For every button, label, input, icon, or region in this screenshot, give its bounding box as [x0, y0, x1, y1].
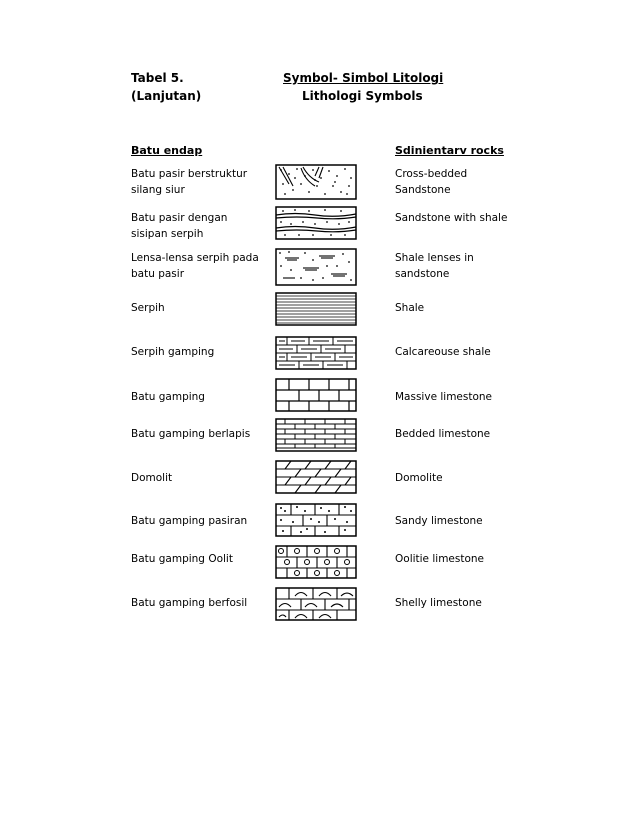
row-label-en: Shale lenses in sandstone [395, 252, 474, 280]
row-label-id: Serpih [131, 302, 165, 314]
row-label-en: Shale [395, 302, 425, 314]
row-label-id: Batu gamping berfosil [131, 597, 248, 609]
massive-limestone-symbol [275, 378, 357, 412]
row-label-id: Batu pasir dengan sisipan serpih [131, 212, 228, 240]
row-label-id: Serpih gamping [131, 346, 215, 358]
row-label-en: Bedded limestone [395, 428, 491, 440]
row-label-id: Batu pasir berstruktur silang siur [131, 168, 248, 196]
row-label-id: Batu gamping Oolit [131, 553, 233, 565]
calcareous-shale-symbol [275, 336, 357, 370]
continued-label: (Lanjutan) [131, 89, 202, 103]
row-label-en: Oolitie limestone [395, 553, 485, 565]
shale-symbol [275, 292, 357, 326]
row-label-id: Domolit [131, 472, 173, 484]
row-label-id: Batu gamping [131, 391, 205, 403]
table-title: Symbol- Simbol Litologi [283, 71, 444, 85]
row-label-en: Cross-bedded Sandstone [395, 168, 468, 196]
row-label-en: Domolite [395, 472, 443, 484]
row-label-en: Massive limestone [395, 391, 493, 403]
column-header-left: Batu endap [131, 144, 203, 157]
sandy-limestone-symbol [275, 503, 357, 537]
column-header-right: Sdinientarv rocks [395, 144, 504, 157]
row-label-id: Batu gamping berlapis [131, 428, 251, 440]
row-label-id: Batu gamping pasiran [131, 515, 248, 527]
oolitic-limestone-symbol [275, 545, 357, 579]
table-label: Tabel 5. [131, 71, 184, 85]
row-label-en: Sandy limestone [395, 515, 483, 527]
sandstone-shale-symbol [275, 206, 357, 240]
cross-bedded-sandstone-symbol [275, 164, 357, 200]
row-label-en: Sandstone with shale [395, 212, 508, 224]
bedded-limestone-symbol [275, 418, 357, 452]
dolomite-symbol [275, 460, 357, 494]
row-label-en: Calcareouse shale [395, 346, 491, 358]
row-label-en: Shelly limestone [395, 597, 482, 609]
row-label-id: Lensa-lensa serpih pada batu pasir [131, 252, 259, 280]
shale-lenses-symbol [275, 248, 357, 286]
shelly-limestone-symbol [275, 587, 357, 621]
table-subtitle: Lithologi Symbols [302, 89, 423, 103]
